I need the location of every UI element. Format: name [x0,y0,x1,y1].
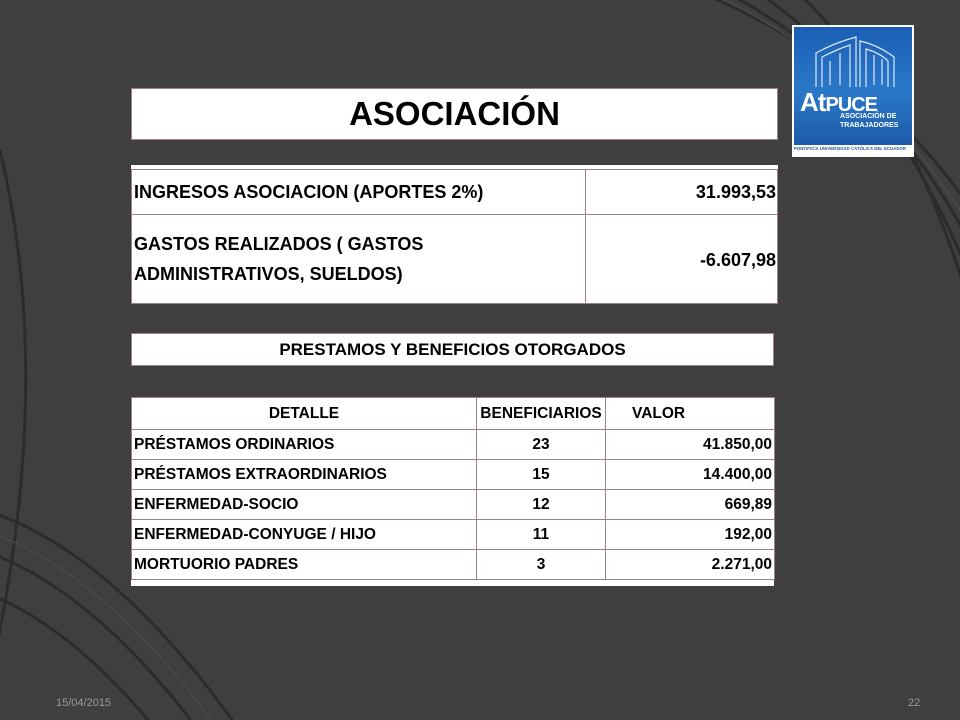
row-value: 669,89 [606,490,775,520]
column-separator [585,215,586,303]
finance-row-income [131,169,778,215]
row-detail: MORTUORIO PADRES [132,550,477,580]
finance-row-expenses [131,214,778,304]
row-detail: ENFERMEDAD-CONYUGE / HIJO [132,520,477,550]
income-value: 31.993,53 [695,182,776,202]
expenses-label-line-2: ADMINISTRATIVOS, SUELDOS) [134,264,403,284]
row-value: 41.850,00 [606,430,775,460]
expenses-value: -6.607,98 [699,250,776,270]
logo-line-1: ASOCIACIÓN DE [840,113,897,120]
row-beneficiaries: 11 [477,520,606,550]
row-detail: PRÉSTAMOS EXTRAORDINARIOS [132,460,477,490]
details-panel [131,397,774,586]
table-row [132,520,775,550]
row-detail: PRÉSTAMOS ORDINARIOS [132,430,477,460]
header-beneficiarios: BENEFICIARIOS [477,398,606,430]
finance-table [131,165,778,304]
table-header-row [132,398,775,430]
table-row [132,430,775,460]
row-beneficiaries: 3 [477,550,606,580]
logo-emblem [794,27,912,145]
table-row [132,550,775,580]
row-beneficiaries: 23 [477,430,606,460]
header-valor: VALOR [606,398,775,430]
row-value: 14.400,00 [606,460,775,490]
atpuce-logo [792,25,914,157]
row-value: 192,00 [606,520,775,550]
details-table [131,397,775,580]
table-row [132,490,775,520]
row-beneficiaries: 12 [477,490,606,520]
logo-line-2: TRABAJADORES [840,122,899,129]
header-detalle: DETALLE [132,398,477,430]
logo-mark: AtPUCE [800,87,878,117]
table-row [132,460,775,490]
row-value: 2.271,00 [606,550,775,580]
page-number: 22 [908,697,921,709]
column-separator [585,170,586,214]
section-subtitle: PRESTAMOS Y BENEFICIOS OTORGADOS [131,333,774,366]
expenses-label-line-1: GASTOS REALIZADOS ( GASTOS [134,234,424,254]
row-detail: ENFERMEDAD-SOCIO [132,490,477,520]
logo-footer: PONTIFICIA UNIVERSIDAD CATÓLICA DEL ECUADOR [794,146,907,151]
income-label: INGRESOS ASOCIACION (APORTES 2%) [134,182,484,202]
slide-title: ASOCIACIÓN [131,88,778,140]
row-beneficiaries: 15 [477,460,606,490]
footer-date: 15/04/2015 [56,697,112,709]
